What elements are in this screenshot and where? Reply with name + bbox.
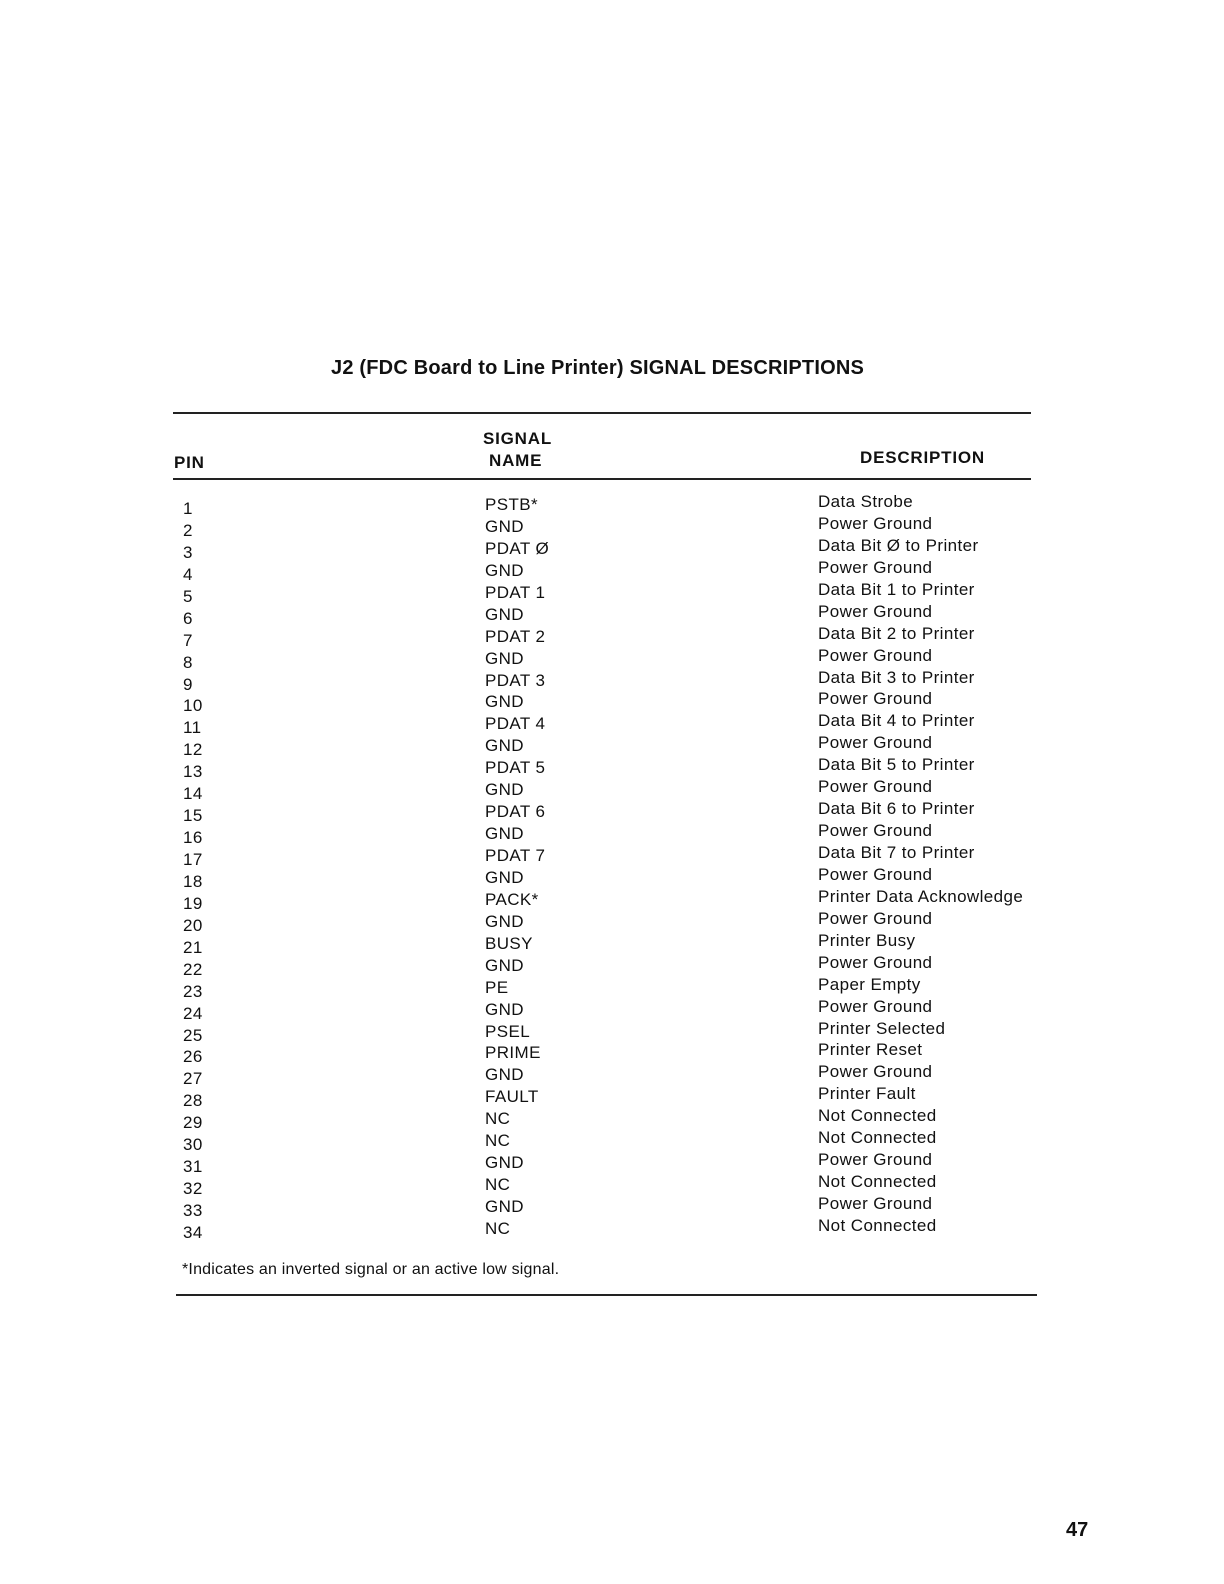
- description-cell: Data Bit 7 to Printer: [818, 843, 975, 862]
- signal-name-cell: PACK*: [485, 889, 539, 909]
- description-cell: Not Connected: [818, 1106, 937, 1126]
- signal-name-cell: NC: [485, 1218, 511, 1238]
- description-cell: Data Bit 4 to Printer: [818, 711, 975, 731]
- table-row: [0, 1062, 1224, 1089]
- pin-cell: 11: [183, 718, 202, 738]
- table-row: [0, 1215, 1224, 1242]
- pin-cell: 18: [183, 871, 203, 891]
- description-cell: Printer Data Acknowledge: [818, 886, 1024, 906]
- description-cell: Data Bit 5 to Printer: [818, 755, 975, 775]
- signal-name-cell: GND: [485, 1197, 524, 1216]
- table-row: [0, 930, 1224, 957]
- signal-name-cell: GND: [485, 604, 524, 624]
- description-cell: Power Ground: [818, 689, 933, 709]
- description-cell: Power Ground: [818, 1062, 933, 1082]
- description-cell: Printer Fault: [818, 1084, 916, 1104]
- description-cell: Printer Selected: [818, 1018, 946, 1038]
- pin-cell: 29: [183, 1113, 203, 1133]
- table-row: [0, 1194, 1224, 1220]
- signal-name-cell: GND: [485, 955, 524, 975]
- table-row: [0, 952, 1224, 979]
- signal-name-cell: GND: [485, 692, 524, 712]
- pin-cell: 13: [183, 762, 203, 782]
- signal-name-cell: PDAT 5: [485, 758, 546, 778]
- table-row: [0, 908, 1224, 935]
- pin-cell: 8: [183, 652, 193, 672]
- description-cell: Power Ground: [818, 557, 933, 577]
- table-row: [0, 645, 1224, 672]
- header-rule: [173, 478, 1031, 480]
- table-row: [0, 843, 1224, 869]
- table-row: [0, 1084, 1224, 1111]
- signal-name-cell: GND: [485, 1065, 524, 1085]
- pin-cell: 4: [183, 564, 193, 584]
- pin-cell: 10: [183, 696, 203, 716]
- pin-cell: 26: [183, 1047, 203, 1067]
- signal-name-cell: PDAT 4: [485, 714, 546, 734]
- signal-name-cell: PSEL: [485, 1021, 531, 1041]
- signal-name-cell: PDAT 1: [485, 582, 546, 602]
- description-cell: Data Bit 3 to Printer: [818, 667, 975, 687]
- description-cell: Power Ground: [818, 777, 933, 797]
- description-cell: Not Connected: [818, 1128, 937, 1148]
- table-row: [0, 974, 1224, 1001]
- description-cell: Power Ground: [818, 821, 933, 841]
- pin-cell: 32: [183, 1179, 203, 1199]
- bottom-rule: [176, 1294, 1037, 1296]
- table-row: [0, 733, 1224, 760]
- table-row: [0, 711, 1224, 738]
- signal-name-cell: GND: [485, 560, 524, 580]
- signal-name-cell: NC: [485, 1131, 511, 1151]
- signal-table: [0, 492, 1224, 1242]
- pin-cell: 27: [183, 1069, 203, 1089]
- description-cell: Power Ground: [818, 1150, 933, 1170]
- signal-name-cell: GND: [485, 911, 524, 931]
- pin-cell: 14: [183, 784, 203, 804]
- signal-name-cell: PDAT 7: [485, 846, 546, 865]
- signal-name-cell: PRIME: [485, 1043, 541, 1063]
- pin-cell: 12: [183, 740, 203, 760]
- column-header-signal: SIGNAL: [483, 429, 553, 448]
- signal-name-cell: PDAT 6: [485, 802, 546, 822]
- pin-cell: 3: [183, 542, 193, 562]
- table-row: [0, 601, 1224, 628]
- table-row: [0, 777, 1224, 804]
- footnote: *Indicates an inverted signal or an active low signal.: [182, 1261, 560, 1278]
- pin-cell: 25: [183, 1025, 203, 1045]
- pin-cell: 1: [183, 499, 193, 518]
- signal-name-cell: PDAT 2: [485, 626, 546, 646]
- table-row: [0, 689, 1224, 716]
- pin-cell: 34: [183, 1222, 203, 1242]
- description-cell: Printer Reset: [818, 1040, 923, 1060]
- table-row: [0, 535, 1224, 562]
- pin-cell: 6: [183, 608, 193, 628]
- table-row: [0, 1150, 1224, 1177]
- signal-name-cell: PE: [485, 977, 509, 997]
- pin-cell: 17: [183, 850, 203, 869]
- page-number: 47: [1066, 1519, 1089, 1541]
- signal-name-cell: GND: [485, 648, 524, 668]
- page-title: J2 (FDC Board to Line Printer) SIGNAL DESCRIPTIONS: [331, 357, 865, 379]
- table-row: [0, 886, 1224, 913]
- pin-cell: 19: [183, 893, 203, 913]
- pin-cell: 7: [183, 630, 193, 650]
- table-row: [0, 1040, 1224, 1067]
- description-cell: Power Ground: [818, 645, 933, 665]
- description-cell: Data Bit 1 to Printer: [818, 579, 975, 599]
- pin-cell: 23: [183, 981, 203, 1001]
- pin-cell: 22: [183, 959, 203, 979]
- description-cell: Data Bit 2 to Printer: [818, 623, 975, 643]
- description-cell: Power Ground: [818, 996, 933, 1016]
- table-row: [0, 755, 1224, 782]
- table-row: [0, 513, 1224, 540]
- description-cell: Power Ground: [818, 601, 933, 621]
- column-header-description: DESCRIPTION: [860, 448, 985, 467]
- description-cell: Power Ground: [818, 864, 933, 884]
- signal-name-cell: PDAT Ø: [485, 538, 550, 558]
- pin-cell: 31: [183, 1157, 203, 1177]
- pin-cell: 9: [183, 674, 193, 694]
- pin-cell: 33: [183, 1201, 203, 1220]
- table-row: [0, 864, 1224, 891]
- description-cell: Power Ground: [818, 908, 933, 928]
- table-row: [0, 821, 1224, 848]
- description-cell: Printer Busy: [818, 930, 916, 950]
- signal-name-cell: GND: [485, 780, 524, 800]
- pin-cell: 20: [183, 915, 203, 935]
- signal-name-cell: GND: [485, 736, 524, 756]
- table-row: [0, 667, 1224, 694]
- signal-name-cell: PDAT 3: [485, 670, 546, 690]
- description-cell: Power Ground: [818, 952, 933, 972]
- signal-name-cell: NC: [485, 1175, 511, 1195]
- pin-cell: 2: [183, 520, 193, 540]
- pin-cell: 21: [183, 937, 203, 957]
- signal-name-cell: BUSY: [485, 933, 533, 953]
- signal-name-cell: GND: [485, 999, 524, 1019]
- table-row: [0, 492, 1224, 518]
- description-cell: Not Connected: [818, 1172, 937, 1192]
- table-row: [0, 1128, 1224, 1155]
- signal-name-cell: GND: [485, 824, 524, 844]
- pin-cell: 15: [183, 806, 203, 826]
- table-row: [0, 996, 1224, 1023]
- table-row: [0, 579, 1224, 606]
- table-row: [0, 623, 1224, 650]
- pin-cell: 24: [183, 1003, 203, 1023]
- signal-name-cell: GND: [485, 867, 524, 887]
- signal-name-cell: FAULT: [485, 1087, 539, 1107]
- description-cell: Data Bit 6 to Printer: [818, 799, 975, 819]
- column-header-name: NAME: [489, 451, 543, 470]
- description-cell: Not Connected: [818, 1215, 937, 1235]
- pin-cell: 28: [183, 1091, 203, 1111]
- top-rule: [173, 412, 1031, 414]
- signal-name-cell: GND: [485, 1153, 524, 1173]
- signal-name-cell: PSTB*: [485, 495, 539, 514]
- description-cell: Power Ground: [818, 733, 933, 753]
- table-row: [0, 1018, 1224, 1045]
- description-cell: Data Bit Ø to Printer: [818, 535, 979, 555]
- column-header-pin: PIN: [174, 453, 205, 472]
- table-row: [0, 799, 1224, 826]
- description-cell: Data Strobe: [818, 492, 914, 511]
- signal-name-cell: GND: [485, 516, 524, 536]
- signal-name-cell: NC: [485, 1109, 511, 1129]
- table-row: [0, 1172, 1224, 1199]
- description-cell: Power Ground: [818, 1194, 933, 1213]
- description-cell: Paper Empty: [818, 974, 921, 994]
- pin-cell: 30: [183, 1135, 203, 1155]
- table-row: [0, 557, 1224, 584]
- description-cell: Power Ground: [818, 513, 933, 533]
- pin-cell: 5: [183, 586, 193, 606]
- pin-cell: 16: [183, 828, 203, 848]
- table-row: [0, 1106, 1224, 1133]
